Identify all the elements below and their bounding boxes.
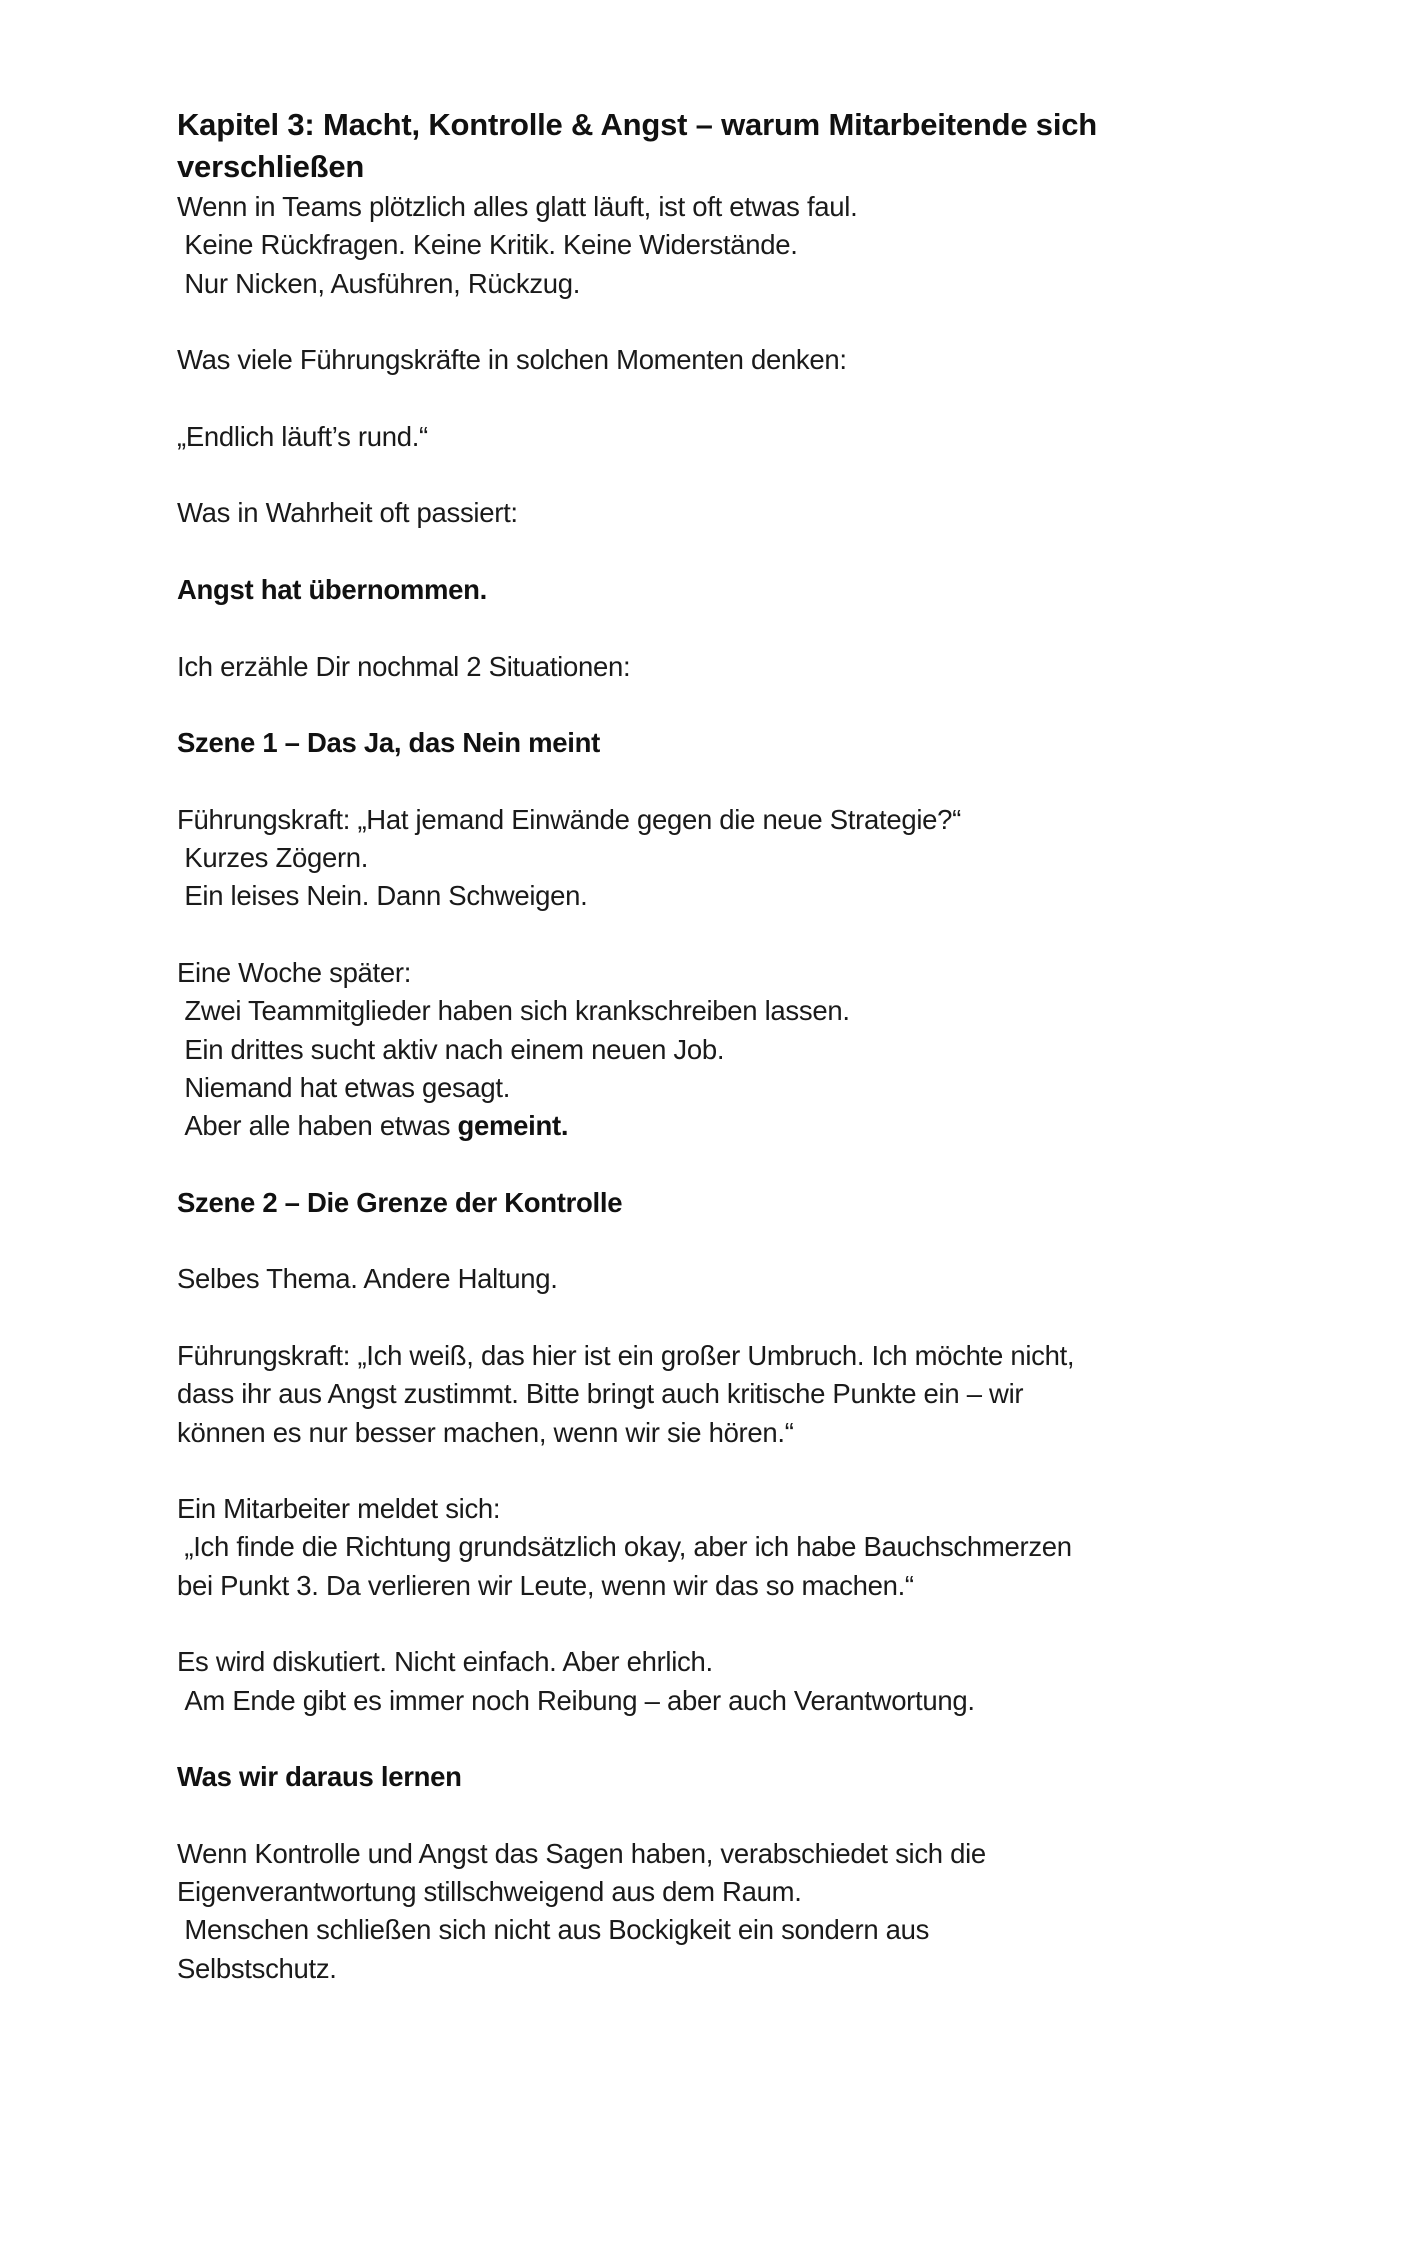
scene1-dialog-line: Kurzes Zögern.: [177, 842, 369, 874]
quote-line: „Endlich läuft’s rund.“: [177, 420, 428, 452]
chapter-title: Kapitel 3: Macht, Kontrolle & Angst – warum Mitarbeitende sich verschließen: [177, 107, 1098, 184]
scene2-employee-line: Ein Mitarbeiter meldet sich:: [177, 1493, 501, 1525]
blank-line: [177, 609, 1257, 647]
scene2-leader-line: dass ihr aus Angst zustimmt. Bitte bringt auch kritische Punkte ein – wir: [177, 1378, 1024, 1410]
blank-line: [177, 1145, 1257, 1183]
blank-line: [177, 533, 1257, 571]
scene1-week-line: Niemand hat etwas gesagt.: [177, 1071, 511, 1103]
intro-line: Nur Nicken, Ausführen, Rückzug.: [177, 267, 581, 299]
scene2-employee-line: „Ich finde die Richtung grundsätzlich okay, aber ich habe Bauchschmerzen: [177, 1531, 1072, 1563]
blank-line: [177, 1720, 1257, 1758]
blank-line: [177, 1796, 1257, 1834]
blank-line: [177, 456, 1257, 494]
intro-line: Wenn in Teams plötzlich alles glatt läuft, ist oft etwas faul.: [177, 191, 858, 222]
scene2-leader-line: Führungskraft: „Ich weiß, das hier ist ein großer Umbruch. Ich möchte nicht,: [177, 1339, 1075, 1371]
scene1-dialog-line: Führungskraft: „Hat jemand Einwände gegen die neue Strategie?“: [177, 803, 961, 835]
scene2-employee-line: bei Punkt 3. Da verlieren wir Leute, wenn wir das so machen.“: [177, 1569, 914, 1601]
last-line-emphasis: gemeint.: [457, 1110, 569, 1142]
scene2-heading: Szene 2 – Die Grenze der Kontrolle: [177, 1186, 623, 1218]
scene1-week-line: Zwei Teammitglieder haben sich krankschreiben lassen.: [177, 995, 850, 1027]
scene2-leader-line: können es nur besser machen, wenn wir sie hören.“: [177, 1416, 794, 1448]
lessons-heading: Was wir daraus lernen: [177, 1761, 462, 1793]
lessons-line: Menschen schließen sich nicht aus Bockigkeit ein sondern aus: [177, 1914, 930, 1946]
blank-line: [177, 379, 1257, 417]
scene2-discussion-line: Am Ende gibt es immer noch Reibung – aber auch Verantwortung.: [177, 1684, 975, 1716]
scene2-discussion-line: Es wird diskutiert. Nicht einfach. Aber ehrlich.: [177, 1646, 713, 1678]
intro-line: Keine Rückfragen. Keine Kritik. Keine Widerstände.: [177, 229, 798, 261]
scene1-dialog-line: Ein leises Nein. Dann Schweigen.: [177, 880, 588, 912]
blank-line: [177, 916, 1257, 954]
lessons-line: Wenn Kontrolle und Angst das Sagen haben, verabschiedet sich die: [177, 1837, 986, 1869]
blank-line: [177, 1452, 1257, 1490]
blank-line: [177, 1605, 1257, 1643]
scene1-week-line: Eine Woche später:: [177, 956, 412, 988]
scene1-heading: Szene 1 – Das Ja, das Nein meint: [177, 727, 600, 759]
two-situations-line: Ich erzähle Dir nochmal 2 Situationen:: [177, 650, 631, 682]
blank-line: [177, 303, 1257, 341]
fear-statement: Angst hat übernommen.: [177, 573, 487, 605]
blank-line: [177, 1299, 1257, 1337]
blank-line: [177, 762, 1257, 800]
scene1-last-line: [177, 1107, 1257, 1145]
in-truth-line: Was in Wahrheit oft passiert:: [177, 497, 518, 529]
scene1-week-line: Ein drittes sucht aktiv nach einem neuen Job.: [177, 1033, 725, 1065]
document-page: [177, 104, 1257, 1988]
last-line-prefix: Aber alle haben etwas: [177, 1110, 458, 1142]
lessons-line: Eigenverantwortung stillschweigend aus dem Raum.: [177, 1876, 802, 1908]
leaders-think-line: Was viele Führungskräfte in solchen Momenten denken:: [177, 344, 847, 376]
blank-line: [177, 1222, 1257, 1260]
scene2-same-topic: Selbes Thema. Andere Haltung.: [177, 1263, 558, 1295]
blank-line: [177, 686, 1257, 724]
lessons-line: Selbstschutz.: [177, 1952, 337, 1984]
